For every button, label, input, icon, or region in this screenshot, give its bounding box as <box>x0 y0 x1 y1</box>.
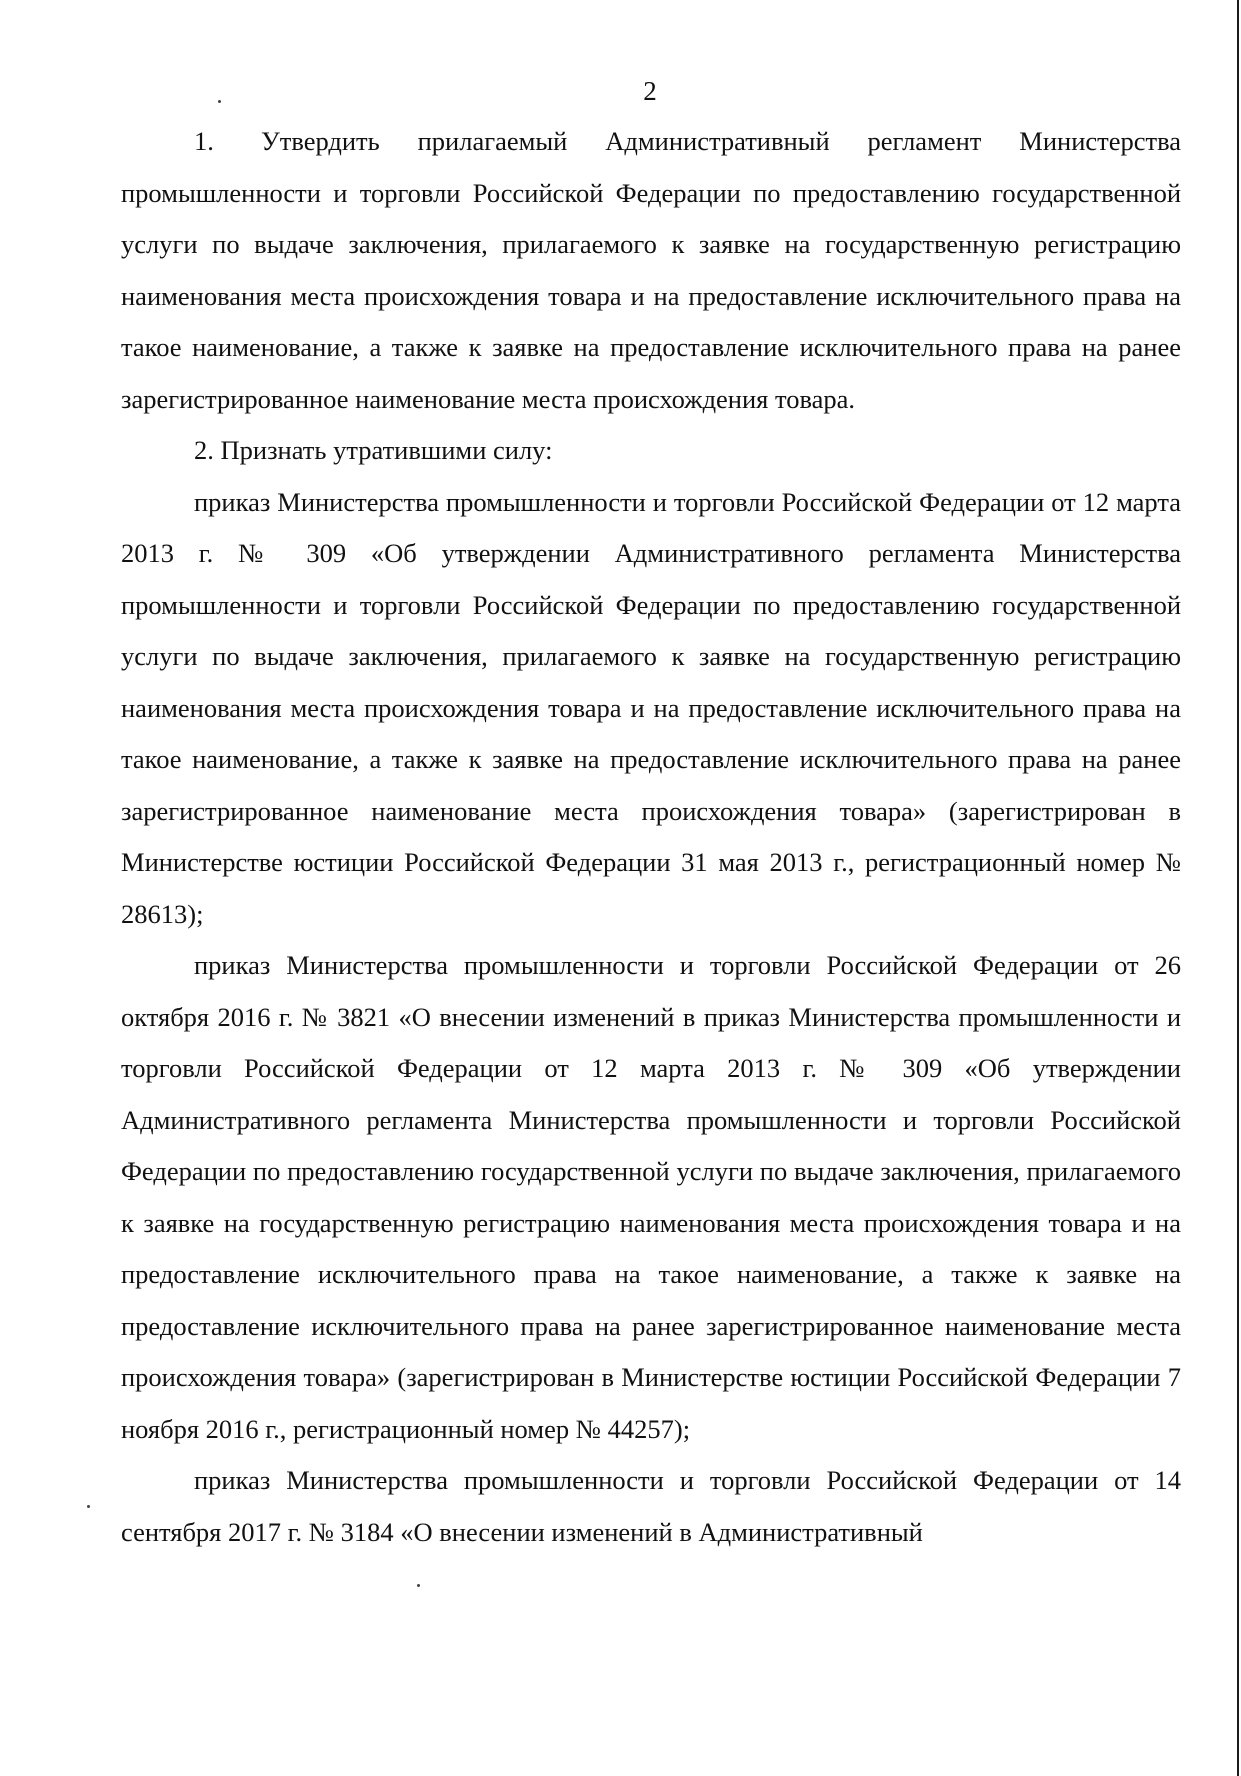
scan-speck <box>218 100 221 103</box>
paragraph-order-2016: приказ Министерства промышленности и торговли Российской Федерации от 26 октября 2016 г. № 3821 «О внесении изменений в приказ Министерства промышленности и торговли Российской Федерации от 12 марта 2013 г. № 309 «Об утверждении Административного регламента Министерства промышленности и торговли Российской Федерации по предоставлению государственной услуги по выдаче заключения, прилагаемого к заявке на государственную регистрацию наименования места происхождения товара и на предоставление исключительного права на такое наименование, а также к заявке на предоставление исключительного права на ранее зарегистрированное наименование места происхождения товара» (зарегистрирован в Министерстве юстиции Российской Федерации 7 ноября 2016 г., регистрационный номер № 44257); <box>121 950 1181 1444</box>
document-body <box>121 116 1181 1558</box>
item-number: 1. <box>194 126 214 156</box>
paragraph-item-2: 2. Признать утратившими силу: <box>194 435 553 465</box>
paragraph-item-1 <box>121 116 1181 425</box>
scan-speck <box>87 1505 90 1508</box>
page-number: 2 <box>643 76 657 106</box>
paragraph-order-2013: приказ Министерства промышленности и торговли Российской Федерации от 12 марта 2013 г. № 309 «Об утверждении Административного регламента Министерства промышленности и торговли Российской Федерации по предоставлению государственной услуги по выдаче заключения, прилагаемого к заявке на государственную регистрацию наименования места происхождения товара и на предоставление исключительного права на такое наименование, а также к заявке на предоставление исключительного права на ранее зарегистрированное наименование места происхождения товара» (зарегистрирован в Министерстве юстиции Российской Федерации 31 мая 2013 г., регистрационный номер № 28613); <box>121 486 1181 929</box>
paragraph-order-2017: приказ Министерства промышленности и торговли Российской Федерации от 14 сентября 2017 г. № 3184 «О внесении изменений в Административный <box>121 1465 1181 1547</box>
scan-speck <box>417 1584 420 1587</box>
scan-page-edge <box>1237 0 1239 1776</box>
paragraph-text: Утвердить прилагаемый Административный регламент Министерства промышленности и торговли Российской Федерации по предоставлению государственной услуги по выдаче заключения, прилагаемого к заявке на государственную регистрацию наименования места происхождения товара и на предоставление исключительного права на такое наименование, а также к заявке на предоставление исключительного права на ранее зарегистрированное наименование места происхождения товара. <box>121 126 1181 414</box>
